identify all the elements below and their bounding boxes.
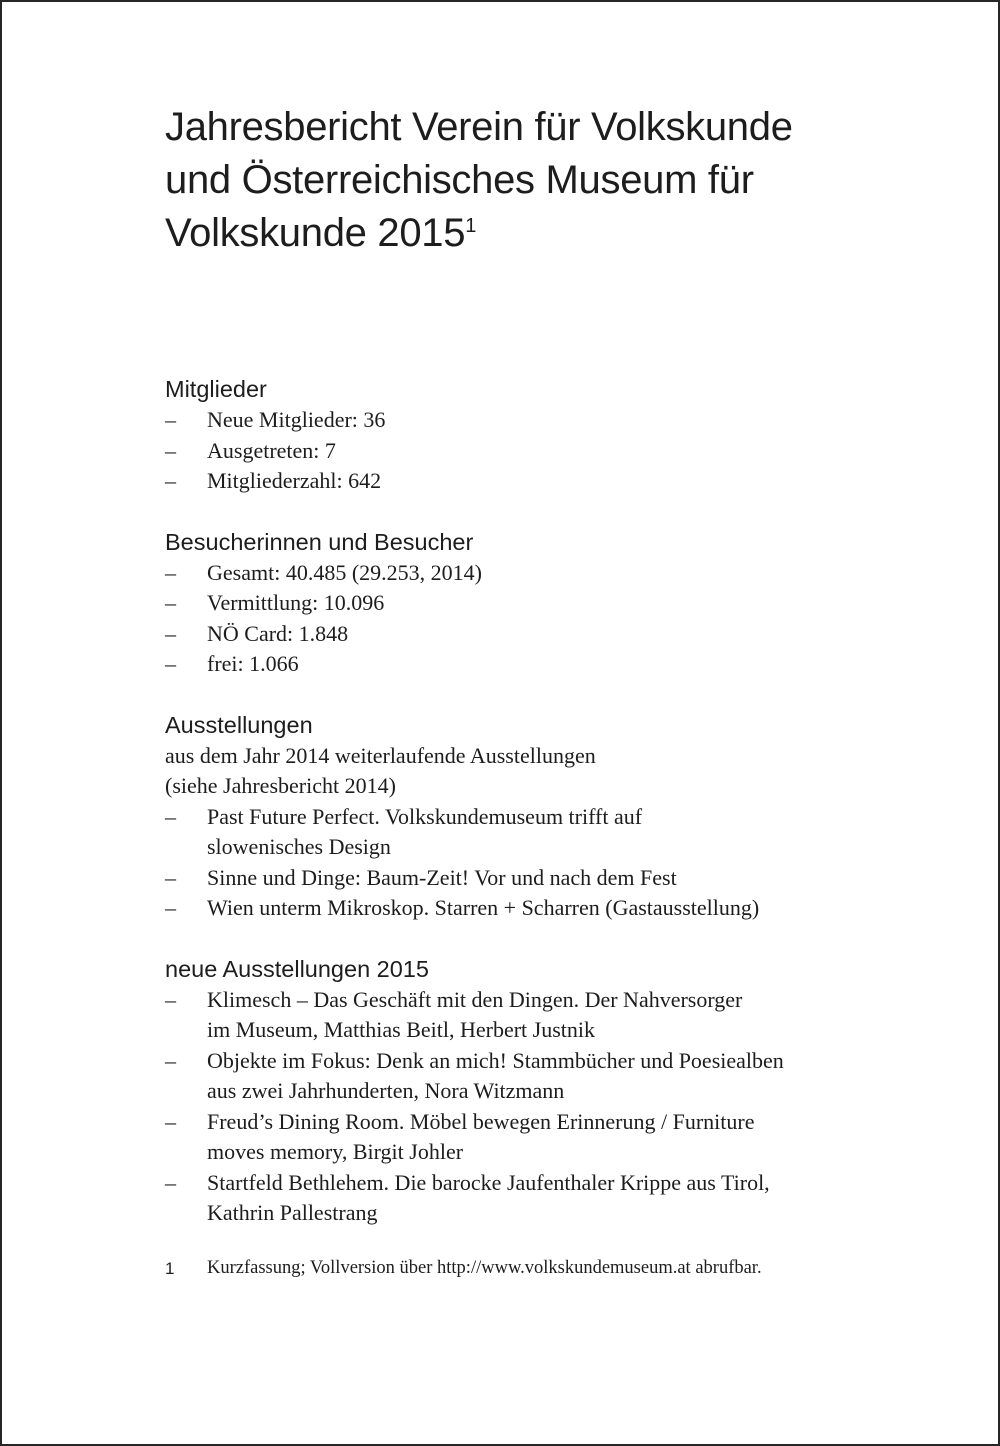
section-besucher <box>165 527 885 680</box>
title-line-3-text: Volkskunde 2015 <box>165 211 466 255</box>
list-item-line: Sinne und Dinge: Baum-Zeit! Vor und nach dem Fest <box>207 864 677 890</box>
section-heading-ausstellungen: Ausstellungen <box>165 711 313 738</box>
list-item-line: Ausgetreten: 7 <box>207 437 336 463</box>
list-item <box>165 405 885 436</box>
list-item <box>165 649 885 680</box>
list-item-text <box>207 436 885 467</box>
footnote-text: Kurzfassung; Vollversion über http://www.volkskundemuseum.at abrufbar. <box>207 1257 762 1278</box>
list-item-text <box>207 985 885 1046</box>
dash-bullet: – <box>165 803 176 829</box>
list-item-text <box>207 649 885 680</box>
dash-bullet: – <box>165 590 176 615</box>
footnote-reference-superscript: 1 <box>465 215 477 237</box>
list-item <box>165 1107 885 1168</box>
list-item <box>165 863 885 894</box>
list-item-text <box>207 1107 885 1168</box>
dash-bullet: – <box>165 1108 176 1134</box>
section-intro-line: aus dem Jahr 2014 weiterlaufende Ausstellungen <box>165 742 596 768</box>
page-title <box>165 101 885 260</box>
section-heading-mitglieder: Mitglieder <box>165 376 267 402</box>
title-line-2: und Österreichisches Museum für <box>165 158 754 202</box>
list-item-line: slowenisches Design <box>207 834 391 859</box>
dash-bullet: – <box>165 437 176 463</box>
dash-bullet: – <box>165 651 176 676</box>
dash-bullet: – <box>165 1047 176 1073</box>
list-item-text <box>207 863 885 894</box>
list-item-line: Objekte im Fokus: Denk an mich! Stammbücher und Poesiealben <box>207 1047 784 1073</box>
section-ausstellungen <box>165 710 885 924</box>
title-line-1: Jahresbericht Verein für Volkskunde <box>165 105 793 149</box>
list-item <box>165 802 885 863</box>
list-item <box>165 436 885 467</box>
list-item-line: Kathrin Pallestrang <box>207 1200 378 1225</box>
list-item <box>165 1046 885 1107</box>
list-item-line: Neue Mitglieder: 36 <box>207 407 386 432</box>
dash-bullet: – <box>165 468 176 493</box>
list-item-line: NÖ Card: 1.848 <box>207 620 349 646</box>
list-item <box>165 588 885 619</box>
list-item <box>165 893 885 924</box>
list-item-line: Mitgliederzahl: 642 <box>207 468 382 493</box>
section-heading-besucher: Besucherinnen und Besucher <box>165 528 474 555</box>
list-item-line: moves memory, Birgit Johler <box>207 1139 464 1164</box>
dash-bullet: – <box>165 407 176 432</box>
list-item-text <box>207 893 885 924</box>
list-item-line: aus zwei Jahrhunderten, Nora Witzmann <box>207 1078 565 1103</box>
dash-bullet: – <box>165 1169 176 1195</box>
list-item-line: Wien unterm Mikroskop. Starren + Scharren (Gastausstellung) <box>207 895 760 920</box>
list-item-line: frei: 1.066 <box>207 651 299 676</box>
title-line-3 <box>165 207 885 260</box>
footnote-marker: 1 <box>165 1258 175 1278</box>
dash-bullet: – <box>165 864 176 890</box>
list-item <box>165 1168 885 1229</box>
list-item <box>165 619 885 650</box>
page-content <box>165 2 885 1281</box>
list-item-line: Vermittlung: 10.096 <box>207 590 385 615</box>
section-heading-neue-ausstellungen: neue Ausstellungen 2015 <box>165 955 429 982</box>
list-item-text <box>207 619 885 650</box>
list-item-line: Freud’s Dining Room. Möbel bewegen Erinnerung / Furniture <box>207 1108 755 1134</box>
list-item-line: im Museum, Matthias Beitl, Herbert Justnik <box>207 1017 596 1042</box>
list-item-text <box>207 558 885 589</box>
list-item-text <box>207 1168 885 1229</box>
list-item-text <box>207 405 885 436</box>
list-item-text <box>207 802 885 863</box>
dash-bullet: – <box>165 895 176 920</box>
dash-bullet: – <box>165 559 176 585</box>
list-item-line: Startfeld Bethlehem. Die barocke Jaufenthaler Krippe aus Tirol, <box>207 1169 770 1195</box>
list-item-text <box>207 1046 885 1107</box>
list-item <box>165 985 885 1046</box>
list-item <box>165 558 885 589</box>
section-mitglieder <box>165 374 885 497</box>
section-neue-ausstellungen <box>165 954 885 1229</box>
list-item-line: Past Future Perfect. Volkskundemuseum trifft auf <box>207 803 643 829</box>
list-item-line: Klimesch – Das Geschäft mit den Dingen. Der Nahversorger <box>207 986 743 1012</box>
dash-bullet: – <box>165 986 176 1012</box>
list-item-text <box>207 466 885 497</box>
list-item-line: Gesamt: 40.485 (29.253, 2014) <box>207 559 482 585</box>
list-item <box>165 466 885 497</box>
list-item-text <box>207 588 885 619</box>
dash-bullet: – <box>165 620 176 646</box>
section-intro-line: (siehe Jahresbericht 2014) <box>165 773 396 798</box>
footnote <box>165 1256 885 1281</box>
